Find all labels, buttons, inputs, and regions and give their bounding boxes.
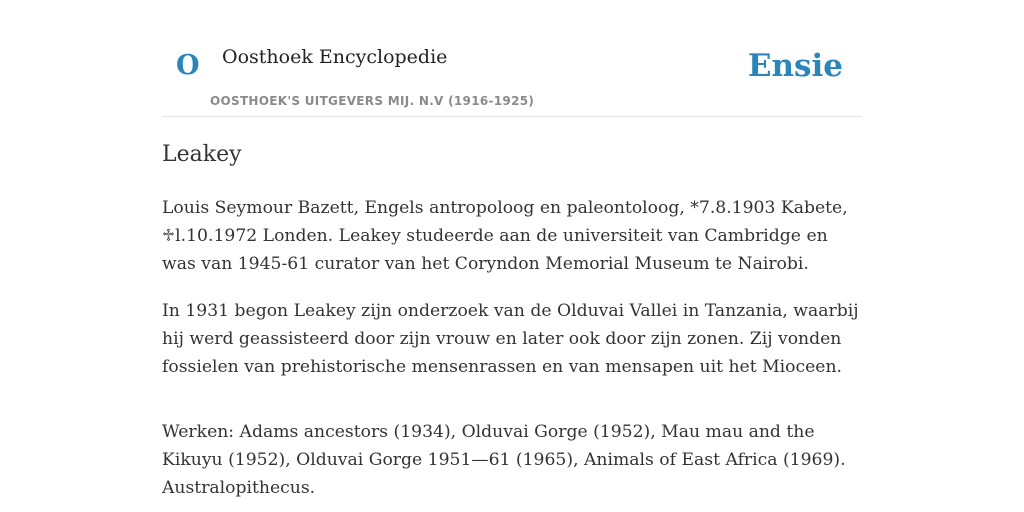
brand-logo-link[interactable]: Ensie — [747, 48, 843, 84]
entry-title: Leakey — [162, 142, 242, 167]
site-title-link[interactable]: Oosthoek Encyclopedie — [222, 46, 448, 68]
site-logo[interactable]: O — [176, 50, 200, 81]
site-subtitle: OOSTHOEK'S UITGEVERS MIJ. N.V (1916-1925) — [210, 94, 535, 108]
entry-paragraph-biography: Louis Seymour Bazett, Engels antropoloog en paleontoloog, *7.8.1903 Kabete, ♱l.10.1972 Londen. Leakey studeerde aan de universiteit van Cambridge en was van 1945-61 curator van het Coryndon Memorial Museum te Nairobi. — [162, 198, 848, 274]
entry-paragraph-research: In 1931 begon Leakey zijn onderzoek van de Olduvai Vallei in Tanzania, waarbij hij werd geassisteerd door zijn vrouw en later ook door zijn zonen. Zij vonden fossielen van prehistorische mensenrassen en van mensapen uit het Mioceen. — [162, 301, 859, 377]
entry-content — [162, 140, 866, 512]
entry-paragraph-works: Werken: Adams ancestors (1934), Olduvai Gorge (1952), Mau mau and the Kikuyu (1952), Olduvai Gorge 1951—61 (1965), Animals of East Africa (1969). Australopithecus. — [162, 422, 846, 498]
site-header — [162, 0, 862, 117]
